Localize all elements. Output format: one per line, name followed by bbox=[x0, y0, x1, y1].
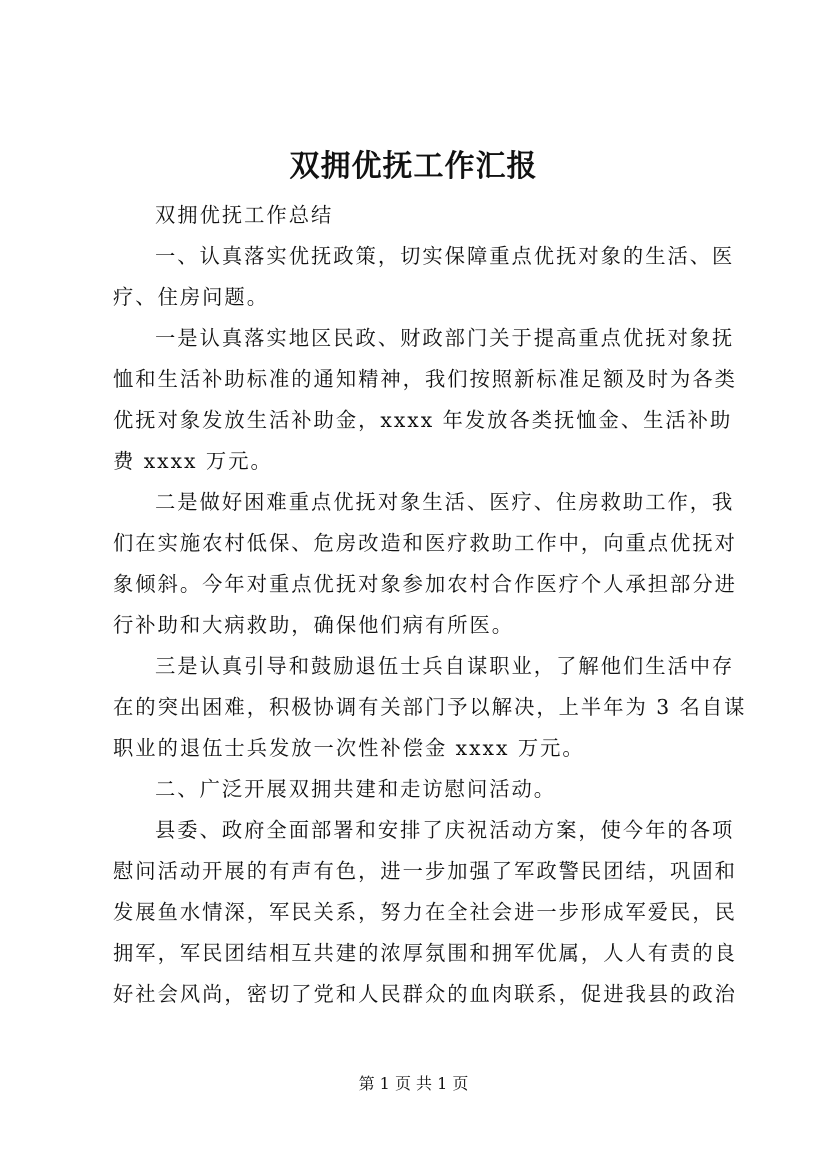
text-line: 一是认真落实地区民政、财政部门关于提高重点优抚对象抚 bbox=[155, 326, 735, 350]
text-line: 好社会风尚，密切了党和人民群众的血肉联系，促进我县的政治 bbox=[113, 982, 737, 1006]
text-line: 拥军，军民团结相互共建的浓厚氛围和拥军优属，人人有责的良 bbox=[113, 941, 737, 965]
page-footer: 第 1 页 共 1 页 bbox=[358, 1074, 469, 1093]
text-line: 象倾斜。今年对重点优抚对象参加农村合作医疗个人承担部分进 bbox=[113, 572, 737, 596]
text-line: 疗、住房问题。 bbox=[113, 285, 269, 309]
document-body bbox=[113, 195, 747, 1015]
text-line: 二、广泛开展双拥共建和走访慰问活动。 bbox=[155, 777, 557, 801]
text-line: 行补助和大病救助，确保他们病有所医。 bbox=[113, 613, 515, 637]
text-line: 一、认真落实优抚政策，切实保障重点优抚对象的生活、医 bbox=[155, 244, 735, 268]
text-line: 二是做好困难重点优抚对象生活、医疗、住房救助工作，我 bbox=[155, 490, 735, 514]
document-title: 双拥优抚工作汇报 bbox=[289, 149, 538, 184]
text-line: 发展鱼水情深，军民关系，努力在全社会进一步形成军爱民，民 bbox=[113, 900, 737, 924]
text-line: 双拥优抚工作总结 bbox=[155, 203, 334, 227]
text-line: 职业的退伍士兵发放一次性补偿金 xxxx 万元。 bbox=[113, 736, 585, 760]
text-line: 三是认真引导和鼓励退伍士兵自谋职业，了解他们生活中存 bbox=[155, 654, 735, 678]
text-line: 优抚对象发放生活补助金，xxxx 年发放各类抚恤金、生活补助 bbox=[113, 408, 733, 432]
text-line: 在的突出困难，积极协调有关部门予以解决，上半年为 3 名自谋 bbox=[113, 695, 747, 719]
text-line: 费 xxxx 万元。 bbox=[113, 449, 273, 473]
text-line: 县委、政府全面部署和安排了庆祝活动方案，使今年的各项 bbox=[155, 818, 735, 842]
text-line: 们在实施农村低保、危房改造和医疗救助工作中，向重点优抚对 bbox=[113, 531, 737, 555]
text-line: 恤和生活补助标准的通知精神，我们按照新标准足额及时为各类 bbox=[113, 367, 737, 391]
text-line: 慰问活动开展的有声有色，进一步加强了军政警民团结，巩固和 bbox=[113, 859, 737, 883]
